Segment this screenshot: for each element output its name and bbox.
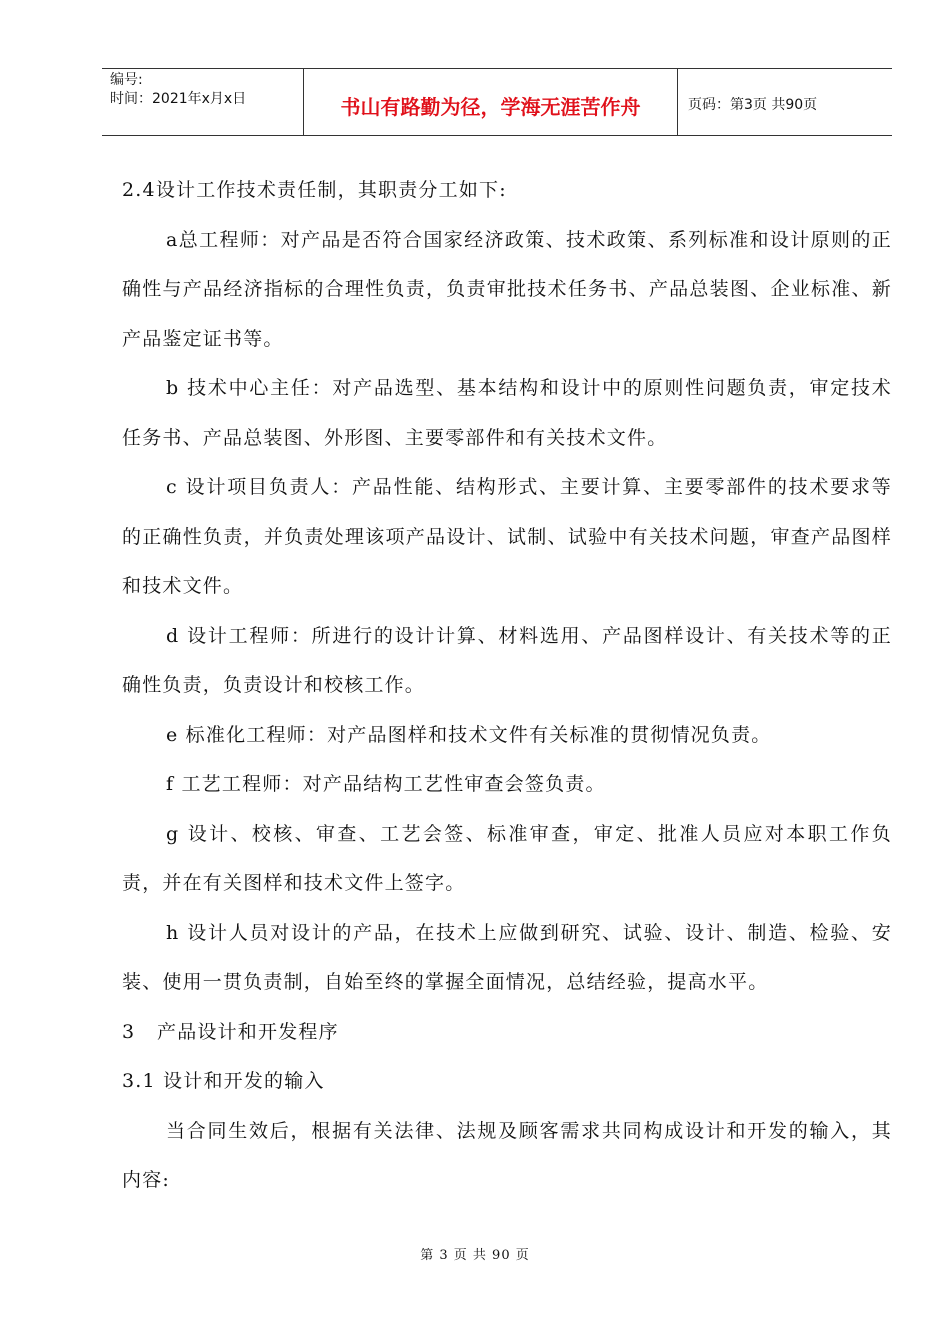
- section-heading-2-4: 2.4设计工作技术责任制，其职责分工如下:: [122, 179, 507, 201]
- footer-page-number: 第 3 页 共 90 页: [420, 1248, 530, 1263]
- paragraph-chief-engineer: a总工程师：对产品是否符合国家经济政策、技术政策、系列标准和设计原则的正确性与产品经济指标的合理性负责，负责审批技术任务书、产品总装图、企业标准、新产品鉴定证书等。: [122, 228, 892, 350]
- section-heading-3-1: 3.1 设计和开发的输入: [122, 1070, 325, 1092]
- paragraph-standardization-engineer: e 标准化工程师：对产品图样和技术文件有关标准的贯彻情况负责。: [166, 723, 772, 746]
- page-info: 页码：第3页 共90页: [688, 97, 818, 113]
- paragraph-process-engineer: f 工艺工程师：对产品结构工艺性审查会签负责。: [166, 773, 606, 795]
- paragraph-design-input: 当合同生效后，根据有关法律、法规及顾客需求共同构成设计和开发的输入，其内容:: [122, 1119, 892, 1191]
- paragraph-design-engineer: d 设计工程师：所进行的设计计算、材料选用、产品图样设计、有关技术等的正确性负责，负责设计和校核工作。: [122, 624, 892, 696]
- page-header: [102, 68, 892, 136]
- header-meta-cell: [102, 69, 304, 135]
- paragraph-project-leader: c 设计项目负责人：产品性能、结构形式、主要计算、主要零部件的技术要求等的正确性负责，并负责处理该项产品设计、试制、试验中有关技术问题，审查产品图样和技术文件。: [122, 476, 892, 597]
- paragraph-tech-center-director: b 技术中心主任：对产品选型、基本结构和设计中的原则性问题负责，审定技术任务书、产品总装图、外形图、主要零部件和有关技术文件。: [122, 377, 892, 449]
- paragraph-signoff-staff: g 设计、校核、审查、工艺会签、标准审查，审定、批准人员应对本职工作负责，并在有关图样和技术文件上签字。: [122, 822, 892, 894]
- section-heading-3: 3 产品设计和开发程序: [122, 1020, 339, 1043]
- time-label: 时间：2021年x月x日: [110, 91, 247, 107]
- motto-text: 书山有路勤为径，学海无涯苦作舟: [340, 94, 641, 119]
- header-page-cell: [678, 69, 892, 135]
- number-label: 编号:: [110, 72, 143, 88]
- page-footer: [0, 1244, 950, 1263]
- document-body: [122, 166, 892, 1206]
- paragraph-designers: h 设计人员对设计的产品，在技术上应做到研究、试验、设计、制造、检验、安装、使用一贯负责制，自始至终的掌握全面情况，总结经验，提高水平。: [122, 921, 892, 993]
- header-motto-cell: [304, 69, 678, 135]
